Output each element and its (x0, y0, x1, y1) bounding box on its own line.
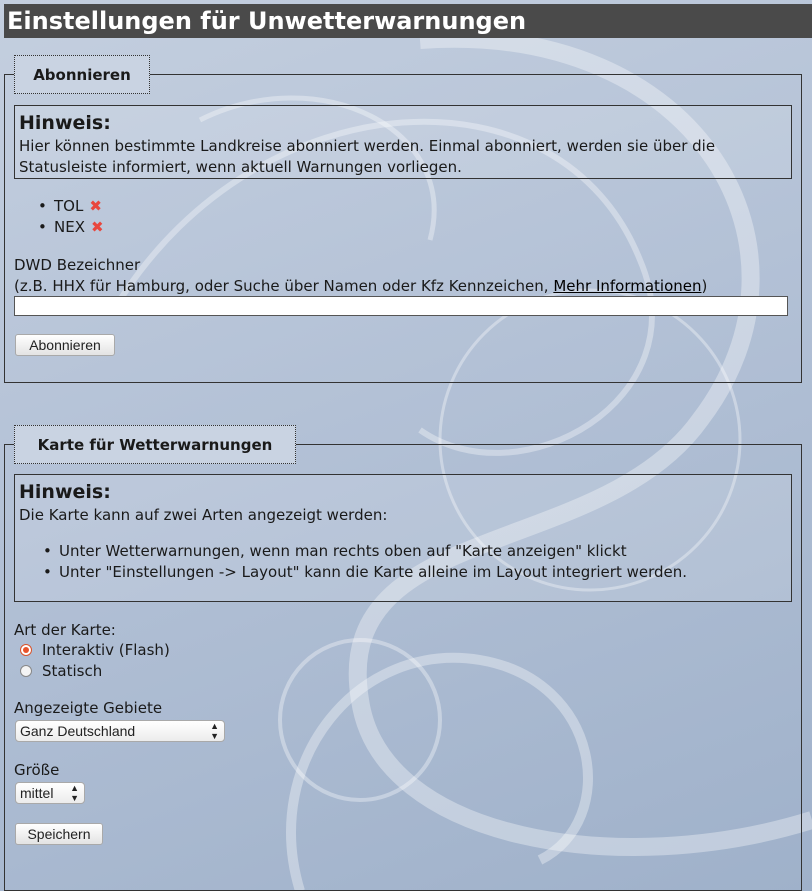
subscribed-item-label: NEX (54, 218, 85, 236)
map-hint-title: Hinweis: (19, 481, 111, 503)
dwd-field-label: DWD Bezeichner (14, 256, 141, 274)
subscribe-hint-title: Hinweis: (19, 112, 111, 134)
subscribe-hint-text: Hier können bestimmte Landkreise abonniert werden. Einmal abonniert, werden sie über die Statusleiste informiert, wenn aktuell Warnungen vorliegen. (19, 137, 716, 176)
list-item: • Unter "Einstellungen -> Layout" kann die Karte alleine im Layout integriert werden. (59, 562, 791, 583)
subscribe-hint-box (14, 105, 792, 179)
dwd-field-help (14, 276, 707, 296)
areas-select[interactable] (15, 720, 225, 742)
map-legend: Karte für Wetterwarnungen (14, 425, 296, 464)
list-item (54, 217, 104, 238)
subscribe-button[interactable]: Abonnieren (15, 334, 115, 356)
dwd-help-prefix: (z.B. HHX für Hamburg, oder Suche über Namen oder Kfz Kennzeichen, (14, 277, 554, 295)
radio-interactive[interactable] (20, 644, 32, 656)
map-hint-list (59, 541, 791, 583)
radio-static[interactable] (20, 665, 32, 677)
more-info-link[interactable]: Mehr Informationen (553, 277, 702, 295)
radio-static-label[interactable]: Statisch (42, 662, 103, 680)
areas-label: Angezeigte Gebiete (14, 699, 163, 717)
remove-x-icon[interactable]: ✖ (89, 197, 102, 215)
size-select[interactable] (15, 782, 85, 804)
select-arrows-icon: ▲ ▼ (210, 721, 219, 741)
remove-x-icon[interactable]: ✖ (90, 218, 104, 236)
subscribe-legend: Abonnieren (14, 55, 150, 94)
save-button[interactable]: Speichern (15, 823, 103, 845)
dwd-input[interactable] (14, 296, 788, 316)
size-select-value: mittel (20, 785, 54, 801)
list-item: • Unter Wetterwarnungen, wenn man rechts oben auf "Karte anzeigen" klickt (59, 541, 791, 562)
page-title: Einstellungen für Unwetterwarnungen (4, 4, 812, 38)
map-hint-box (14, 474, 792, 602)
areas-select-value: Ganz Deutschland (20, 723, 136, 739)
map-type-label: Art der Karte: (14, 621, 116, 639)
subscribed-item-label: TOL (54, 197, 84, 215)
list-item (54, 196, 104, 217)
select-arrows-icon: ▲ ▼ (70, 783, 79, 803)
size-label: Größe (14, 761, 60, 779)
subscribed-list (54, 196, 104, 238)
dwd-help-suffix: ) (701, 277, 708, 295)
radio-interactive-label[interactable]: Interaktiv (Flash) (42, 641, 170, 659)
map-hint-text: Die Karte kann auf zwei Arten angezeigt werden: (19, 506, 388, 524)
